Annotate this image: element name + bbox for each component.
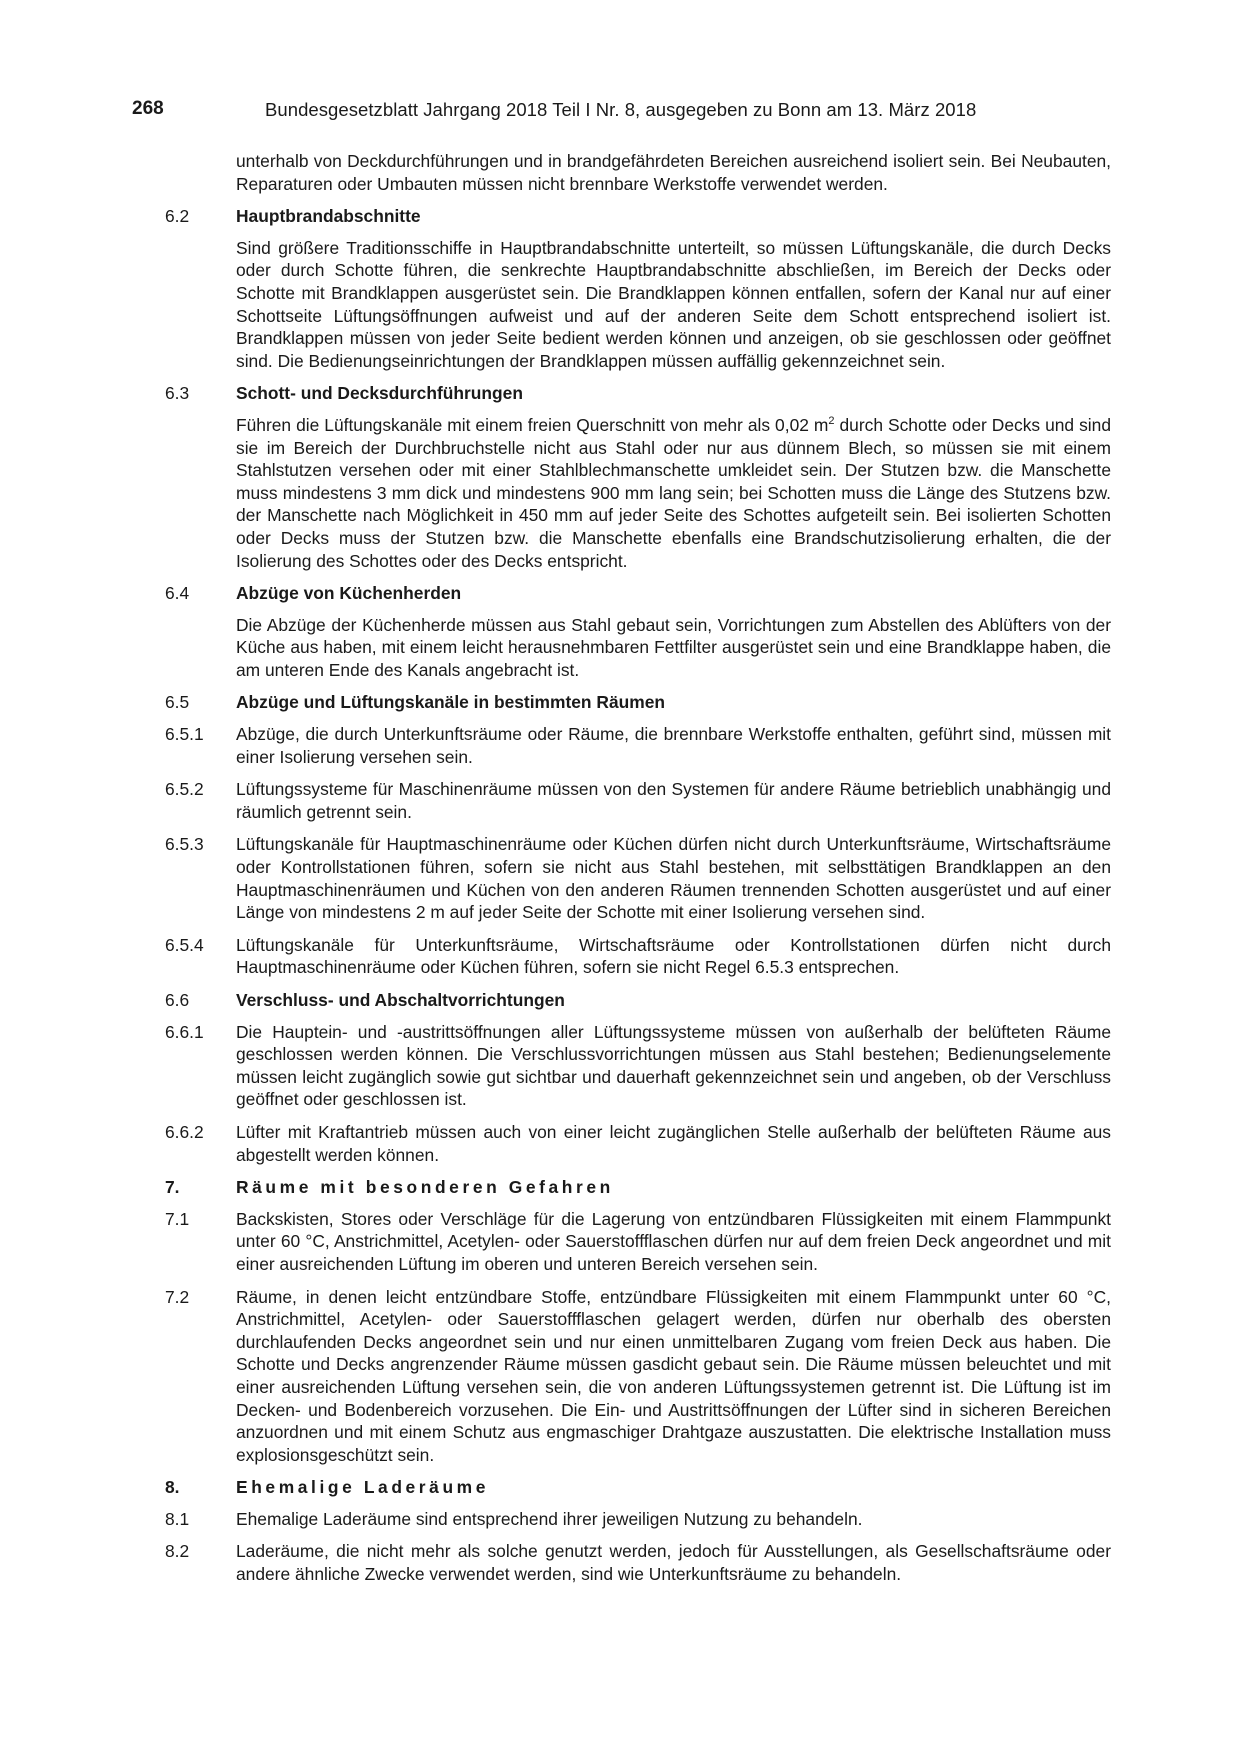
numbered-rule (165, 1286, 1111, 1467)
section-number: 6.5 (165, 692, 190, 713)
chapter-number: 8. (165, 1477, 180, 1498)
section-number: 6.2 (165, 206, 190, 227)
rule-number: 8.2 (165, 1541, 190, 1562)
section-heading (165, 989, 1111, 1012)
rule-text: Lüftungskanäle für Hauptmaschinenräume oder Küchen dürfen nicht durch Unterkunftsräume, Wirtschaftsräume oder Kontrollstationen führen, sofern sie nicht aus Stahl bestehen, mit selbsttätigen Brandklappen an den Hauptmaschinenräumen und Küchen von den anderen Räumen trennenden Schotten ausgerüstet und auf einer Länge von mindestens 2 m auf jeder Seite der Schotte mit einer Isolierung versehen sind. (236, 834, 1111, 923)
lead-paragraph: unterhalb von Deckdurchführungen und in brandgefährdeten Bereichen ausreichend isoliert sein. Bei Neubauten, Reparaturen oder Umbauten müssen nicht brennbare Werkstoffe verwendet werden. (236, 151, 1111, 194)
chapter-heading (165, 1176, 1111, 1199)
paragraph-text (236, 414, 1111, 572)
chapter-title: Ehemalige Laderäume (236, 1477, 490, 1498)
section-heading (165, 382, 1111, 405)
section-paragraph (165, 614, 1111, 682)
rule-number: 6.6.1 (165, 1021, 204, 1042)
paragraph-text-start: Führen die Lüftungskanäle mit einem freien Querschnitt von mehr als 0,02 m (236, 414, 829, 435)
rule-number: 6.5.3 (165, 834, 204, 855)
rule-number: 6.6.2 (165, 1121, 204, 1142)
numbered-rule (165, 1121, 1111, 1166)
numbered-rule (165, 1208, 1111, 1276)
chapter-heading (165, 1476, 1111, 1499)
paragraph-text: Sind größere Traditionsschiffe in Hauptbrandabschnitte unterteilt, so müssen Lüftungskanäle, die durch Decks oder durch Schotte führen, die senkrechte Hauptbrandabschnitte abschließen, im Bereich der Decks oder Schotte mit Brandklappen ausgerüstet sein. Die Brandklappen können entfallen, sofern der Kanal nur auf einer Schottseite Lüftungsöffnungen aufweist und auf der anderen Seite dem Schott entsprechend isoliert ist. Brandklappen müssen von jeder Seite bedient werden können und anzeigen, ob sie geschlossen oder geöffnet sind. Die Bedienungseinrichtungen der Brandklappen müssen auffällig gekennzeichnet sein. (236, 237, 1111, 371)
rule-number: 7.2 (165, 1286, 190, 1307)
rule-text: Lüfter mit Kraftantrieb müssen auch von einer leicht zugänglichen Stelle außerhalb der belüfteten Räume aus abgestellt werden können. (236, 1121, 1111, 1165)
section-title: Abzüge von Küchenherden (236, 583, 462, 604)
document-body (165, 150, 1111, 1596)
page-header (132, 98, 1112, 128)
section-number: 6.4 (165, 583, 190, 604)
rule-text: Die Hauptein- und -austrittsöffnungen aller Lüftungssysteme müssen von außerhalb der belüfteten Räume geschlossen werden können. Die Verschlussvorrichtungen müssen aus Stahl bestehen; Bedienungselemente müssen leicht zugänglich sowie gut sichtbar und dauerhaft gekennzeichnet sein und angeben, ob der Verschluss geöffnet oder geschlossen ist. (236, 1021, 1111, 1110)
rule-text: Backskisten, Stores oder Verschläge für die Lagerung von entzündbaren Flüssigkeiten mit einem Flammpunkt unter 60 °C, Anstrichmittel, Acetylen- oder Sauerstoffflaschen dürfen nur auf dem freien Deck angeordnet und mit einer ausreichenden Lüftung im oberen und unteren Bereich versehen sein. (236, 1208, 1111, 1274)
rule-text: Lüftungssysteme für Maschinenräume müssen von den Systemen für andere Räume betrieblich unabhängig und räumlich getrennt sein. (236, 779, 1111, 822)
rule-number: 7.1 (165, 1208, 190, 1229)
section-heading (165, 205, 1111, 228)
section-paragraph (165, 237, 1111, 373)
section-title: Verschluss- und Abschaltvorrichtungen (236, 990, 565, 1010)
section-number: 6.3 (165, 383, 190, 404)
rule-number: 6.5.4 (165, 934, 204, 955)
rule-text: Laderäume, die nicht mehr als solche genutzt werden, jedoch für Ausstellungen, als Gesellschaftsräume oder andere ähnliche Zwecke verwendet werden, sind wie Unterkunftsräume zu behandeln. (236, 1541, 1111, 1585)
numbered-rule (165, 833, 1111, 923)
section-title: Schott- und Decksdurchführungen (236, 383, 523, 404)
chapter-number: 7. (165, 1177, 180, 1198)
rule-text: Ehemalige Laderäume sind entsprechend ihrer jeweiligen Nutzung zu behandeln. (236, 1508, 863, 1529)
section-title: Hauptbrandabschnitte (236, 206, 421, 227)
section-paragraph (165, 414, 1111, 572)
rule-text: Räume, in denen leicht entzündbare Stoffe, entzündbare Flüssigkeiten mit einem Flammpunkt unter 60 °C, Anstrichmittel, Acetylen- oder Sauerstoffflaschen gelagert werden, dürfen nur oberhalb des obersten durchlaufenden Decks angeordnet sein und nur einen unmittelbaren Zugang vom freien Deck aus haben. Die Schotte und Decks angrenzender Räume müssen gasdicht gebaut sein. Die Räume müssen beleuchtet und mit einer ausreichenden Lüftung versehen sein, die von anderen Lüftungssystemen getrennt ist. Die Lüftung ist im Decken- und Bodenbereich vorzusehen. Die Ein- und Austrittsöffnungen der Lüfter sind in sicheren Bereichen anzuordnen und mit einem Schutz aus engmaschiger Drahtgaze auszustatten. Die elektrische Installation muss explosionsgeschützt sein. (236, 1286, 1111, 1465)
rule-number: 8.1 (165, 1508, 190, 1529)
numbered-rule (165, 1508, 1111, 1531)
numbered-rule (165, 934, 1111, 979)
rule-text: Lüftungskanäle für Unterkunftsräume, Wirtschaftsräume oder Kontrollstationen dürfen nicht durch Hauptmaschinenräume oder Küchen führen, sofern sie nicht Regel 6.5.3 entsprechen. (236, 934, 1111, 978)
numbered-rule (165, 1021, 1111, 1111)
section-heading (165, 582, 1111, 605)
section-heading (165, 691, 1111, 714)
rule-text: Abzüge, die durch Unterkunftsräume oder Räume, die brennbare Werkstoffe enthalten, geführt sind, müssen mit einer Isolierung versehen sein. (236, 724, 1111, 767)
rule-number: 6.5.1 (165, 724, 204, 745)
section-number: 6.6 (165, 990, 190, 1010)
paragraph-text-end: durch Schotte oder Decks und sind sie im Bereich der Durchbruchstelle nicht aus Stahl oder nur aus dünnem Blech, so müssen sie mit einem Stahlstutzen versehen oder mit einer Stahlblechmanschette umkleidet sein. Der Stutzen bzw. die Manschette muss mindestens 3 mm dick und mindestens 900 mm lang sein; bei Schotten muss die Länge des Stutzens bzw. der Manschette nach Möglichkeit in 450 mm auf jeder Seite des Schottes aufgeteilt sein. Bei isolierten Schotten oder Decks muss der Stutzen bzw. die Manschette ebenfalls eine Brandschutzisolierung erhalten, die der Isolierung des Schottes oder des Decks entspricht. (236, 414, 1111, 571)
numbered-rule (165, 723, 1111, 768)
numbered-rule (165, 778, 1111, 823)
header-title: Bundesgesetzblatt Jahrgang 2018 Teil I Nr. 8, ausgegeben zu Bonn am 13. März 2018 (265, 99, 977, 120)
section-title: Abzüge und Lüftungskanäle in bestimmten Räumen (236, 692, 666, 713)
superscript: 2 (828, 415, 835, 428)
numbered-rule (165, 1540, 1111, 1585)
rule-number: 6.5.2 (165, 779, 204, 800)
page-number: 268 (132, 98, 164, 119)
chapter-title: Räume mit besonderen Gefahren (236, 1177, 614, 1198)
lead-paragraph-row (165, 150, 1111, 195)
paragraph-text: Die Abzüge der Küchenherde müssen aus Stahl gebaut sein, Vorrichtungen zum Abstellen des Ablüfters von der Küche aus haben, mit einem leicht herausnehmbaren Fettfilter ausgerüstet sein und eine Brandklappe haben, die am unteren Ende des Kanals angebracht ist. (236, 614, 1111, 680)
